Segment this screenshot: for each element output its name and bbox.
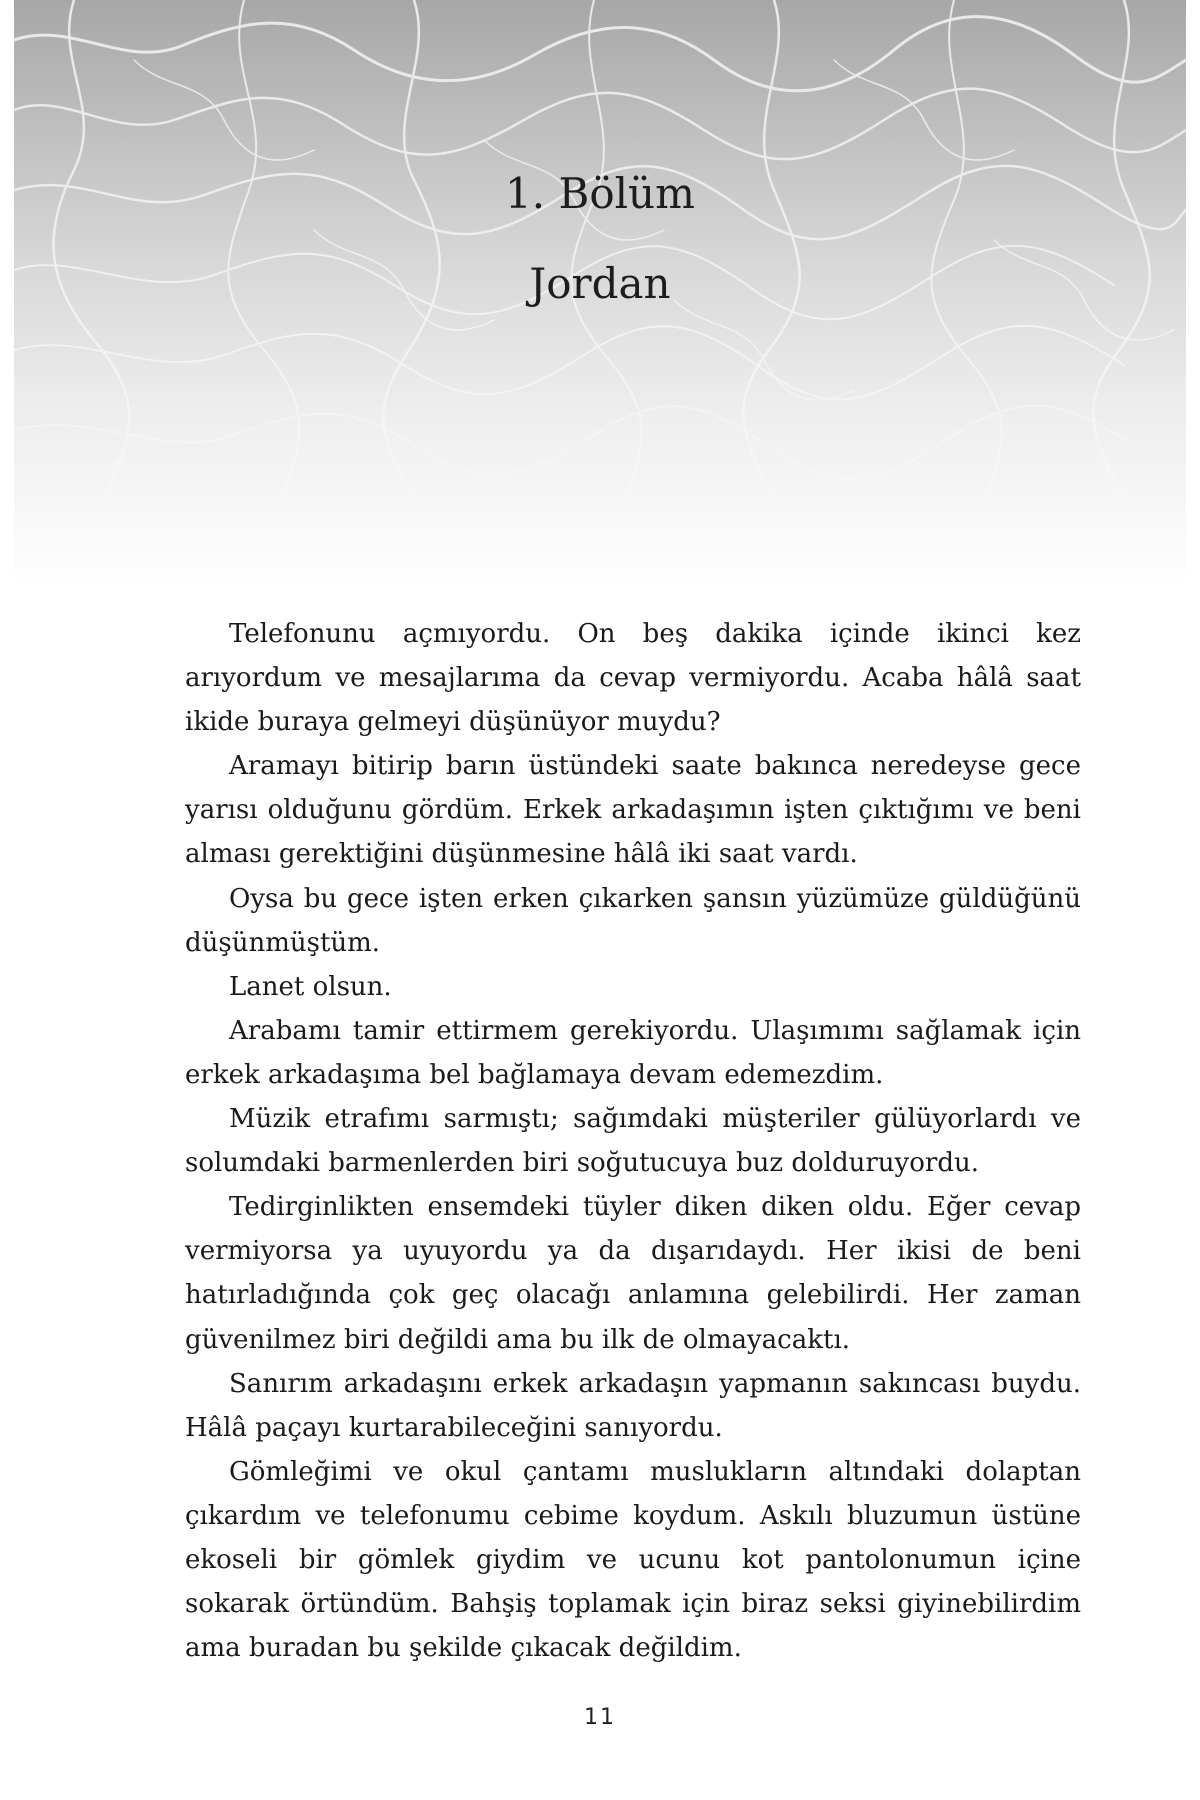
paragraph: Aramayı bitirip barın üstündeki saate bakınca neredeyse gece yarısı olduğunu gördüm. Erkek arkadaşımın işten çıktığımı ve beni alması gerektiğini düşünmesine hâlâ iki saat vardı.	[185, 751, 1081, 870]
paragraph: Lanet olsun.	[229, 971, 392, 1002]
chapter-number: 1. Bölüm	[505, 169, 695, 218]
paragraph: Oysa bu gece işten erken çıkarken şansın yüzümüze güldüğünü düşünmüştüm.	[185, 883, 1081, 958]
paragraph: Telefonunu açmıyordu. On beş dakika içinde ikinci kez arıyordum ve mesajlarıma da cevap vermiyordu. Acaba hâlâ saat ikide buraya gelmeyi düşünüyor muydu?	[185, 619, 1081, 738]
paragraph: Müzik etrafımı sarmıştı; sağımdaki müşteriler gülüyorlardı ve solumdaki barmenlerden biri soğutucuya buz dolduruyordu.	[185, 1104, 1081, 1179]
paragraph: Arabamı tamir ettirmem gerekiyordu. Ulaşımımı sağlamak için erkek arkadaşıma bel bağlamaya devam edemezdim.	[185, 1015, 1081, 1090]
chapter-body-text	[185, 612, 1081, 1670]
paragraph: Gömleğimi ve okul çantamı muslukların altındaki dolaptan çıkardım ve telefonumu cebime koydum. Askılı bluzumun üstüne ekoseli bir gömlek giydim ve ucunu kot pantolonumun içine sokarak örtündüm. Bahşiş toplamak için biraz seksi giyinebilirdim ama buradan bu şekilde çıkacak değildim.	[185, 1456, 1081, 1664]
page-number: 11	[584, 1705, 616, 1730]
chapter-title: Jordan	[529, 259, 671, 308]
paragraph: Tedirginlikten ensemdeki tüyler diken diken oldu. Eğer cevap vermiyorsa ya uyuyordu ya da dışarıdaydı. Her ikisi de beni hatırladığında çok geç olacağı anlamına gelebilirdi. Her zaman güvenilmez biri değildi ama bu ilk de olmayacaktı.	[185, 1192, 1081, 1355]
paragraph: Sanırım arkadaşını erkek arkadaşın yapmanın sakıncası buydu. Hâlâ paçayı kurtarabileceğini sanıyordu.	[185, 1368, 1081, 1443]
